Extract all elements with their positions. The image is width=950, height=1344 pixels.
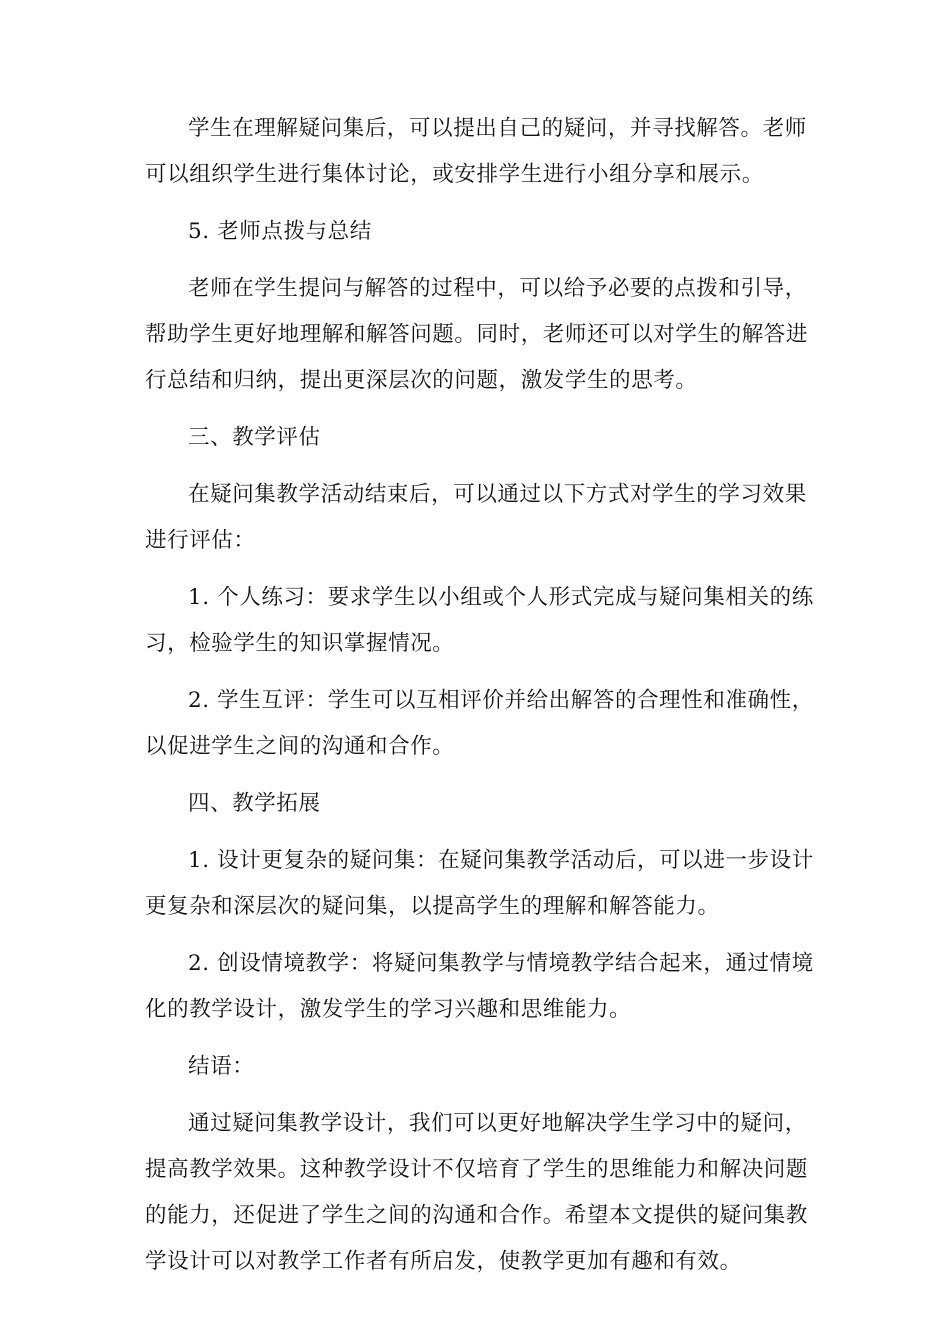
section-heading-teacher-summary: 5. 老师点拨与总结	[188, 219, 372, 244]
list-item-peer-review: 2. 学生互评：学生可以互相评价并给出解答的合理性和准确性，以促进学生之间的沟通和合作。	[145, 688, 814, 759]
paragraph-teacher-guidance: 老师在学生提问与解答的过程中，可以给予必要的点拨和引导，帮助学生更好地理解和解答问题。同时，老师还可以对学生的解答进行总结和归纳，提出更深层次的问题，激发学生的思考。	[145, 276, 809, 393]
section-heading-evaluation: 三、教学评估	[188, 425, 321, 450]
list-item-individual-practice: 1. 个人练习：要求学生以小组或个人形式完成与疑问集相关的练习，检验学生的知识掌握情况。	[145, 585, 814, 656]
paragraph-discussion: 学生在理解疑问集后，可以提出自己的疑问，并寻找解答。老师可以组织学生进行集体讨论，或安排学生进行小组分享和展示。	[145, 116, 807, 187]
section-heading-extension: 四、教学拓展	[188, 791, 321, 816]
list-item-complex-question-sets: 1. 设计更复杂的疑问集：在疑问集教学活动后，可以进一步设计更复杂和深层次的疑问集，以提高学生的理解和解答能力。	[145, 848, 814, 919]
paragraph-conclusion: 通过疑问集教学设计，我们可以更好地解决学生学习中的疑问，提高教学效果。这种教学设计不仅培育了学生的思维能力和解决问题的能力，还促进了学生之间的沟通和合作。希望本文提供的疑问集教学设计可以对教学工作者有所启发，使教学更加有趣和有效。	[145, 1111, 809, 1274]
document-body	[145, 106, 815, 1296]
list-item-situational-teaching: 2. 创设情境教学：将疑问集教学与情境教学结合起来，通过情境化的教学设计，激发学生的学习兴趣和思维能力。	[145, 951, 814, 1022]
section-heading-conclusion: 结语：	[188, 1054, 255, 1079]
paragraph-evaluation-intro: 在疑问集教学活动结束后，可以通过以下方式对学生的学习效果进行评估：	[145, 482, 807, 553]
